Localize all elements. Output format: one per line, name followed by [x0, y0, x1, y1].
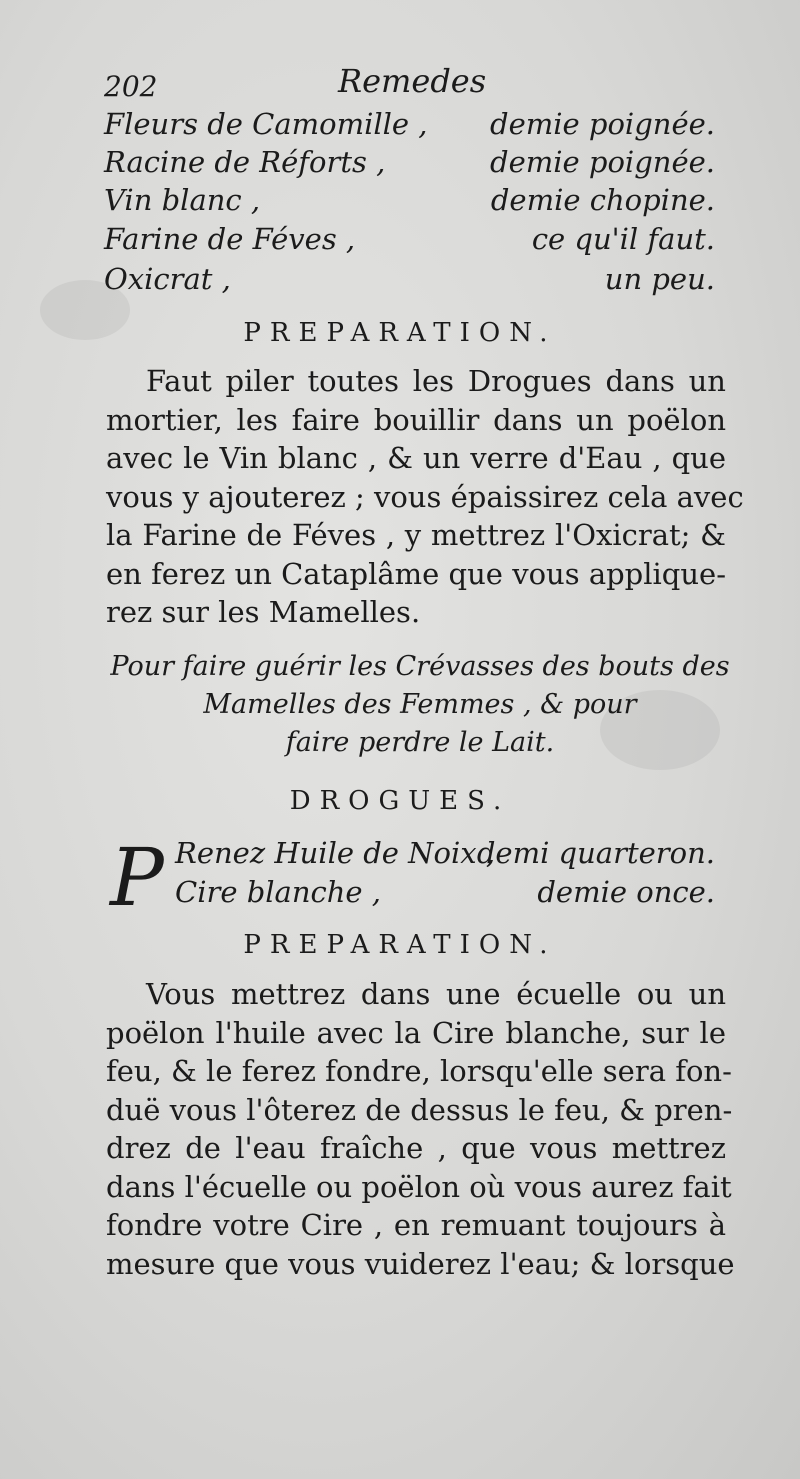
- ingredient-name: Vin blanc ,: [104, 183, 261, 217]
- ingredient-name: Renez Huile de Noix ,: [175, 836, 496, 870]
- title-line: Pour faire guérir les Crévasses des bouts des: [110, 651, 730, 682]
- page-number: 202: [104, 70, 158, 103]
- text-line: poëlon l'huile avec la Cire blanche, sur le: [106, 1015, 726, 1050]
- text-line: rez sur les Mamelles.: [106, 595, 421, 629]
- preparation-paragraph: [106, 362, 744, 632]
- running-title: Remedes: [338, 62, 487, 100]
- section-heading: DROGUES.: [289, 786, 511, 816]
- text-line: avec le Vin blanc , & un verre d'Eau , que: [106, 441, 726, 475]
- text-line: la Farine de Féves , y mettrez l'Oxicrat; &: [106, 518, 726, 552]
- ingredient-name: Racine de Réforts ,: [104, 145, 386, 179]
- ingredient-quantity: demie poignée.: [490, 145, 715, 179]
- ingredient-quantity: un peu.: [604, 262, 715, 296]
- text-line: drez de l'eau fraîche , que vous mettrez: [106, 1131, 726, 1165]
- title-line: faire perdre le Lait.: [285, 727, 555, 758]
- preparation-paragraph: [106, 975, 735, 1283]
- running-header: [104, 62, 487, 103]
- section-heading: PREPARATION.: [243, 930, 557, 960]
- ingredient-name: Cire blanche ,: [175, 875, 382, 909]
- ingredient-name: Oxicrat ,: [104, 262, 231, 296]
- ingredient-quantity: demie poignée.: [490, 107, 715, 141]
- drop-cap: P: [110, 831, 164, 924]
- text-line: mortier, les faire bouillir dans un poëlon: [106, 402, 726, 437]
- ingredient-quantity: demi quarteron.: [476, 836, 715, 870]
- ingredient-name: Farine de Féves ,: [104, 222, 356, 256]
- text-line: feu, & le ferez fondre, lorsqu'elle sera fon-: [106, 1054, 732, 1088]
- text-line: en ferez un Cataplâme que vous applique-: [106, 556, 726, 591]
- text-line: vous y ajouterez ; vous épaissirez cela avec: [106, 479, 744, 514]
- text-line: fondre votre Cire , en remuant toujours à: [106, 1208, 726, 1242]
- title-line: Mamelles des Femmes , & pour: [203, 689, 637, 720]
- recipe-title: [110, 648, 730, 762]
- section-heading: PREPARATION.: [243, 318, 557, 348]
- text-line: mesure que vous vuiderez l'eau; & lorsque: [106, 1246, 735, 1281]
- ingredient-quantity: ce qu'il faut.: [531, 222, 715, 256]
- ingredient-name: Fleurs de Camomille ,: [104, 107, 428, 141]
- text-line: Faut piler toutes les Drogues dans un: [146, 364, 726, 398]
- ingredient-quantity: demie once.: [537, 875, 715, 909]
- ingredient-quantity: demie chopine.: [490, 183, 715, 217]
- text-line: dans l'écuelle ou poëlon où vous aurez fait: [106, 1169, 732, 1204]
- text-line: Vous mettrez dans une écuelle ou un: [146, 977, 726, 1011]
- text-line: duë vous l'ôterez de dessus le feu, & pren-: [106, 1092, 733, 1127]
